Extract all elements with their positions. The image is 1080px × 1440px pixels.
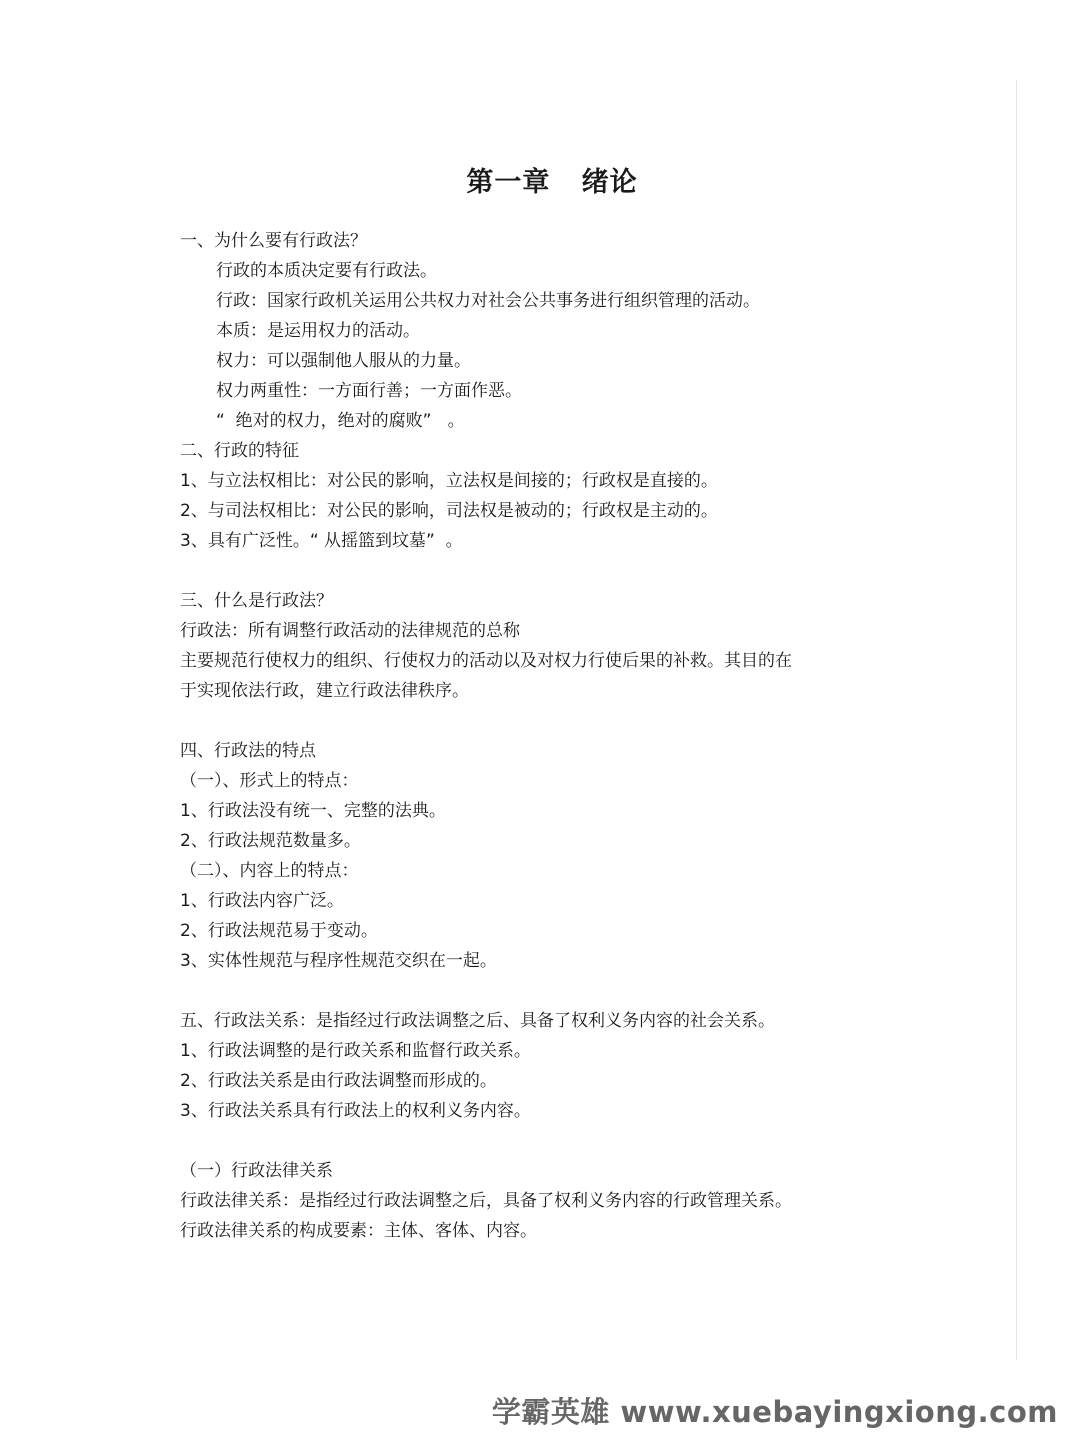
paragraph-line: 权力两重性：一方面行善；一方面作恶。 bbox=[216, 381, 522, 401]
paragraph-line: 行政的本质决定要有行政法。 bbox=[216, 261, 437, 281]
page-edge-rule bbox=[1016, 80, 1017, 1360]
section-heading: 三、什么是行政法？ bbox=[180, 591, 333, 611]
spacer bbox=[180, 556, 880, 586]
list-item: 1、与立法权相比：对公民的影响，立法权是间接的；行政权是直接的。 bbox=[180, 471, 718, 491]
list-item: 1、行政法调整的是行政关系和监督行政关系。 bbox=[180, 1041, 531, 1061]
site-watermark: 学霸英雄 www.xuebayingxiong.com bbox=[491, 1395, 1058, 1429]
paragraph-line: 权力：可以强制他人服从的力量。 bbox=[216, 351, 471, 371]
subsection-heading: （二）、内容上的特点： bbox=[180, 861, 359, 881]
list-item: 3、具有广泛性。“ 从摇篮到坟墓” 。 bbox=[180, 531, 463, 551]
section-heading: 五、行政法关系：是指经过行政法调整之后、具备了权利义务内容的社会关系。 bbox=[180, 1011, 775, 1031]
paragraph-line: 行政法律关系：是指经过行政法调整之后，具备了权利义务内容的行政管理关系。 bbox=[180, 1191, 792, 1211]
paragraph-line: 行政法：所有调整行政活动的法律规范的总称 bbox=[180, 621, 520, 641]
section-heading: 二、行政的特征 bbox=[180, 441, 299, 461]
subsection-heading: （一）行政法律关系 bbox=[180, 1161, 333, 1181]
document-body bbox=[180, 226, 880, 1246]
quote-line: “ 绝对的权力，绝对的腐败” 。 bbox=[216, 411, 465, 431]
paragraph-line: 行政：国家行政机关运用公共权力对社会公共事务进行组织管理的活动。 bbox=[216, 291, 760, 311]
list-item: 1、行政法没有统一、完整的法典。 bbox=[180, 801, 446, 821]
subsection-heading: （一）、形式上的特点： bbox=[180, 771, 359, 791]
list-item: 1、行政法内容广泛。 bbox=[180, 891, 344, 911]
paragraph-line: 主要规范行使权力的组织、行使权力的活动以及对权力行使后果的补救。其目的在 bbox=[180, 651, 792, 671]
list-item: 2、行政法关系是由行政法调整而形成的。 bbox=[180, 1071, 497, 1091]
section-heading: 四、行政法的特点 bbox=[180, 741, 316, 761]
spacer bbox=[180, 976, 880, 1006]
section-heading: 一、为什么要有行政法？ bbox=[180, 231, 367, 251]
spacer bbox=[180, 706, 880, 736]
paragraph-line: 于实现依法行政，建立行政法律秩序。 bbox=[180, 681, 469, 701]
chapter-title: 第一章 绪论 bbox=[466, 167, 638, 198]
list-item: 2、行政法规范数量多。 bbox=[180, 831, 361, 851]
list-item: 2、与司法权相比：对公民的影响，司法权是被动的；行政权是主动的。 bbox=[180, 501, 718, 521]
list-item: 3、实体性规范与程序性规范交织在一起。 bbox=[180, 951, 497, 971]
spacer bbox=[180, 1126, 880, 1156]
list-item: 3、行政法关系具有行政法上的权利义务内容。 bbox=[180, 1101, 531, 1121]
paragraph-line: 行政法律关系的构成要素：主体、客体、内容。 bbox=[180, 1221, 537, 1241]
list-item: 2、行政法规范易于变动。 bbox=[180, 921, 378, 941]
paragraph-line: 本质：是运用权力的活动。 bbox=[216, 321, 420, 341]
